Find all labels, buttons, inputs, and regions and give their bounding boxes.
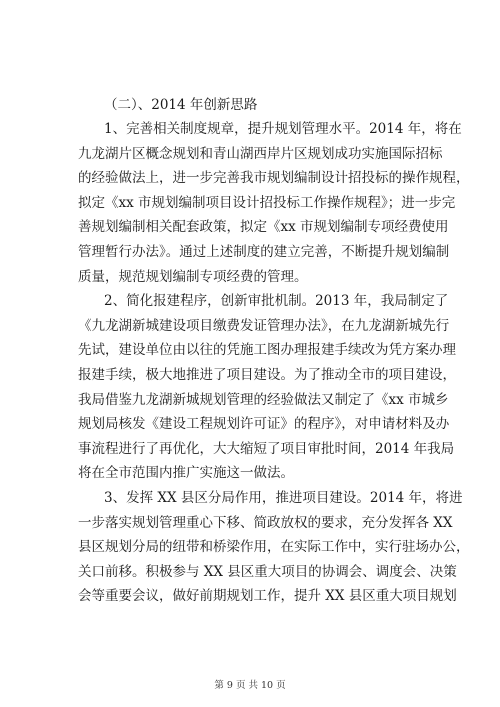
paragraph-line: 我局借鉴九龙湖新城规划管理的经验做法又制定了《xx 市城乡: [78, 391, 449, 408]
paragraph-line: 县区规划分局的纽带和桥梁作用，在实际工作中，实行驻场办公，: [78, 539, 470, 556]
paragraph-line: 九龙湖片区概念规划和青山湖西岸片区规划成功实施国际招标: [78, 145, 443, 162]
paragraph-line: 会等重要会议，做好前期规划工作，提升 XX 县区重大项目规划: [78, 588, 457, 605]
paragraph-line: 的经验做法上，进一步完善我市规划编制设计招投标的操作规程，: [78, 170, 470, 187]
paragraph-line: 善规划编制相关配套政策，拟定《xx 市规划编制专项经费使用: [78, 219, 449, 236]
paragraph-line: 关口前移。积极参与 XX 县区重大项目的协调会、调度会、决策: [78, 563, 457, 580]
paragraph-line: 规划局核发《建设工程规划许可证》的程序》，对申请材料及办: [78, 416, 450, 433]
paragraph-line: 2、简化报建程序，创新审批机制。2013 年，我局制定了: [104, 293, 449, 310]
paragraph-line: 将在全市范围内推广实施这一做法。: [78, 465, 294, 482]
paragraph-line: 管理暂行办法》。通过上述制度的建立完善，不断提升规划编制: [78, 243, 450, 260]
paragraph-3: [78, 486, 470, 609]
paragraph-line: 事流程进行了再优化，大大缩短了项目审批时间，2014 年我局: [78, 440, 455, 457]
paragraph-1: [78, 117, 470, 289]
paragraph-line: 1、完善相关制度规章，提升规划管理水平。2014 年，将在: [104, 121, 462, 137]
paragraph-line: 先试，建设单位由以往的凭施工图办理报建手续改为凭方案办理: [78, 342, 456, 359]
paragraph-line: 质量，规范规划编制专项经费的管理。: [78, 268, 308, 285]
paragraph-line: 3、发挥 XX 县区分局作用，推进项目建设。2014 年，将进: [104, 489, 463, 506]
paragraph-line: 一步落实规划管理重心下移、简政放权的要求，充分发挥各 XX: [78, 514, 453, 531]
paragraph-2: [78, 289, 456, 486]
page-number-footer: 第 9 页 共 10 页: [214, 680, 286, 691]
document-body: [78, 93, 470, 609]
paragraph-line: 拟定《xx 市规划编制项目设计招投标工作操作规程》；进一步完: [78, 194, 456, 211]
section-heading: （二）、2014 年创新思路: [104, 97, 258, 113]
paragraph-line: 《九龙湖新城建设项目缴费发证管理办法》，在九龙湖新城先行: [78, 317, 450, 334]
paragraph-line: 报建手续，极大地推进了项目建设。为了推动全市的项目建设，: [78, 366, 456, 383]
